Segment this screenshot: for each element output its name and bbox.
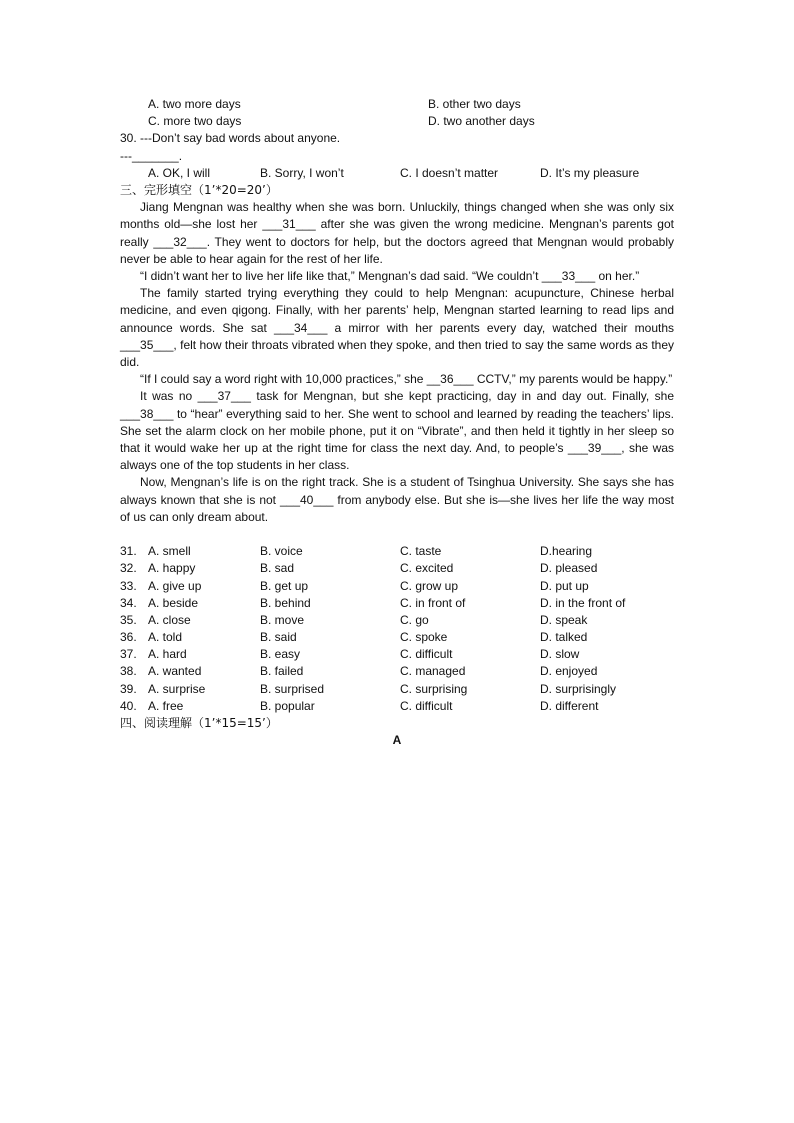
q38-option-c: C. managed [400,664,466,679]
q30-option-a: A. OK, I will [148,165,211,180]
q29-option-d: D. two another days [428,114,535,129]
q32-option-c: C. excited [400,561,454,576]
q35-option-b: B. move [260,612,305,627]
q39-a-text: A. surprise [148,681,206,696]
q38-option-d: D. enjoyed [540,664,598,679]
q39-option-d: D. surprisingly [540,681,617,696]
question-row [120,681,674,698]
q37-option-c: C. difficult [400,647,453,662]
q37-option-d: D. slow [540,647,580,662]
q40-option-d: D. different [540,698,599,713]
q34-option-a [120,595,260,612]
q37-option-b: B. easy [260,647,301,662]
q31-option-c: C. taste [400,544,442,559]
section3-heading: 三、完形填空（1’*20=20’） [120,182,278,197]
q29-options-row-2 [120,113,674,130]
q31-number: 31. [120,544,137,559]
q37-a-text: A. hard [148,647,187,662]
question-row [120,629,674,646]
q35-a-text: A. close [148,612,191,627]
question-row [120,698,674,715]
q32-a-text: A. happy [148,561,196,576]
q38-option-a [120,663,260,680]
q38-number: 38. [120,664,137,679]
q39-option-c: C. surprising [400,681,468,696]
q30-option-d: D. It’s my pleasure [540,165,640,180]
q40-option-c: C. difficult [400,698,453,713]
q38-option-b: B. failed [260,664,304,679]
q31-option-a [120,543,260,560]
question-row [120,663,674,680]
q35-option-d: D. speak [540,612,588,627]
q35-number: 35. [120,612,137,627]
q33-option-c: C. grow up [400,578,459,593]
q39-number: 39. [120,681,137,696]
q32-option-a [120,560,260,577]
passage-paragraph-4: “If I could say a word right with 10,000 practices,” she __36___ CCTV,” my parents would be happy.” [140,372,673,387]
q39-option-a [120,681,260,698]
q35-option-c: C. go [400,612,429,627]
q36-option-b: B. said [260,630,297,645]
question-row [120,560,674,577]
q40-number: 40. [120,698,137,713]
exam-page [120,96,674,749]
q32-option-d: D. pleased [540,561,598,576]
q32-option-b: B. sad [260,561,295,576]
q34-a-text: A. beside [148,595,199,610]
q40-option-a [120,698,260,715]
section4-part-label: A [392,733,402,748]
question-row [120,578,674,595]
passage-paragraph-1: Jiang Mengnan was healthy when she was born. Unluckily, things changed when she was only six months old—she lost her ___31___ after she was given the wrong medicine. Mengnan’s parents got really ___32___. They went to doctors for help, but the doctors agreed that Mengnan would probably never be able to hear again for the rest of her life. [120,200,674,266]
q38-a-text: A. wanted [148,664,202,679]
spacer [120,526,674,543]
passage-paragraph-6: Now, Mengnan’s life is on the right track. She is a student of Tsinghua University. She says she has always known that she is not ___40___ from anybody else. But she is—she lives her life the way most of us can only dream about. [120,475,674,524]
q30-option-b: B. Sorry, I won’t [260,165,344,180]
q30-response: ---_______. [120,148,183,163]
q29-option-c: C. more two days [148,114,242,129]
q37-option-a [120,646,260,663]
q36-option-d: D. talked [540,630,588,645]
question-row [120,543,674,560]
q36-a-text: A. told [148,630,183,645]
q36-number: 36. [120,630,137,645]
q36-option-c: C. spoke [400,630,448,645]
passage-paragraph-3: The family started trying everything they could to help Mengnan: acupuncture, Chinese herbal medicine, and even qigong. Finally, with her parents’ help, Mengnan started learning to read lips and announce words. She sat ___34___ a mirror with her parents every day, watched their mouths ___35___, felt how their throats vibrated when they spoke, and then tried to say the same words as they did. [120,286,674,369]
q39-option-b: B. surprised [260,681,325,696]
q33-option-b: B. get up [260,578,309,593]
q31-a-text: A. smell [148,544,191,559]
q34-number: 34. [120,595,137,610]
section4-heading: 四、阅读理解（1’*15=15’） [120,716,278,731]
question-row [120,595,674,612]
q40-option-b: B. popular [260,698,315,713]
q36-option-a [120,629,260,646]
q31-option-d: D.hearing [540,544,593,559]
q31-option-b: B. voice [260,544,303,559]
q34-option-c: C. in front of [400,595,466,610]
q33-option-a [120,578,260,595]
q33-option-d: D. put up [540,578,589,593]
q33-a-text: A. give up [148,578,202,593]
q34-option-d: D. in the front of [540,595,626,610]
question-row [120,646,674,663]
q40-a-text: A. free [148,698,184,713]
q32-number: 32. [120,561,137,576]
q29-options-row-1 [120,96,674,113]
q29-option-b: B. other two days [428,97,521,111]
q29-option-a: A. two more days [148,97,241,111]
q33-number: 33. [120,578,137,593]
q37-number: 37. [120,647,137,662]
passage-paragraph-5: It was no ___37___ task for Mengnan, but she kept practicing, day in and day out. Finally, she ___38___ to “hear” everything said to her. She went to school and learned by reading the teachers’ lips. She set the alarm clock on her mobile phone, put it on “Vibrate”, and then held it tightly in her sleep so that it would wake her up at the right time for class the next day. And, to people’s ___39___, she was always one of the top students in her class. [120,389,674,473]
q30-option-c: C. I doesn’t matter [400,165,499,180]
q35-option-a [120,612,260,629]
q34-option-b: B. behind [260,595,311,610]
passage-paragraph-2: “I didn’t want her to live her life like that,” Mengnan’s dad said. “We couldn’t ___33___ on her.” [140,268,640,283]
q30-question: 30. ---Don’t say bad words about anyone. [120,131,341,146]
q30-options [120,165,674,182]
question-row [120,612,674,629]
